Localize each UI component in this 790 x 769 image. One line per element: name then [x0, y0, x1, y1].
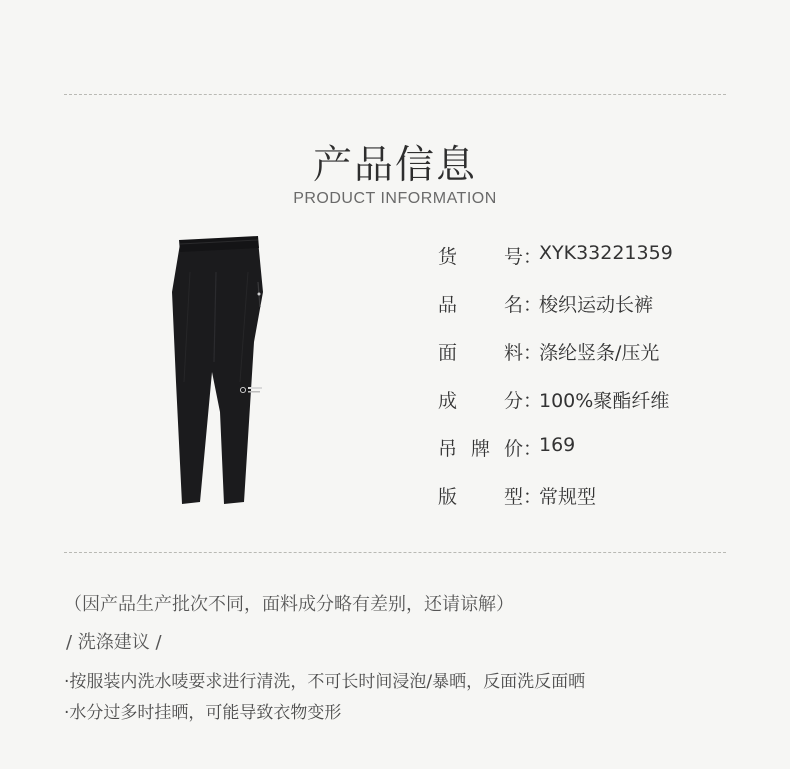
spec-value-fit: 常规型	[539, 486, 597, 508]
spec-value-price: 169	[539, 434, 576, 456]
spec-colon: ：	[523, 438, 543, 460]
bottom-divider	[64, 552, 726, 553]
spec-label: 成 分	[438, 390, 523, 412]
spec-colon: ：	[523, 294, 543, 316]
spec-value-composition: 100%聚酯纤维	[539, 390, 670, 412]
pants-icon	[160, 232, 280, 522]
spec-value-sku: XYK33221359	[539, 242, 673, 264]
spec-row-name	[438, 290, 758, 338]
batch-variation-note: （因产品生产批次不同，面料成分略有差别，还请谅解）	[64, 594, 514, 615]
spec-row-price	[438, 434, 758, 482]
spec-value-name: 梭织运动长裤	[539, 294, 654, 316]
spec-colon: ：	[523, 342, 543, 364]
spec-colon: ：	[523, 246, 543, 268]
page-title: 产品信息	[312, 143, 477, 188]
spec-label: 货 号	[438, 246, 523, 268]
spec-label: 版 型	[438, 486, 523, 508]
spec-label: 品 名	[438, 294, 523, 316]
care-item: ·水分过多时挂晒，可能导致衣物变形	[64, 703, 342, 723]
spec-row-fit	[438, 482, 758, 530]
spec-list	[438, 242, 758, 530]
spec-label: 面 料	[438, 342, 523, 364]
care-title: / 洗涤建议 /	[66, 632, 162, 653]
spec-colon: ：	[523, 390, 543, 412]
spec-row-sku	[438, 242, 758, 290]
spec-row-fabric	[438, 338, 758, 386]
product-image	[160, 232, 280, 522]
top-divider	[64, 94, 726, 95]
page-subtitle: PRODUCT INFORMATION	[293, 190, 497, 207]
spec-colon: ：	[523, 486, 543, 508]
care-item: ·按服装内洗水唛要求进行清洗，不可长时间浸泡/暴晒，反面洗反面晒	[64, 672, 586, 692]
spec-value-fabric: 涤纶竖条/压光	[539, 342, 660, 364]
spec-row-composition	[438, 386, 758, 434]
spec-label: 吊 牌 价	[438, 438, 523, 460]
